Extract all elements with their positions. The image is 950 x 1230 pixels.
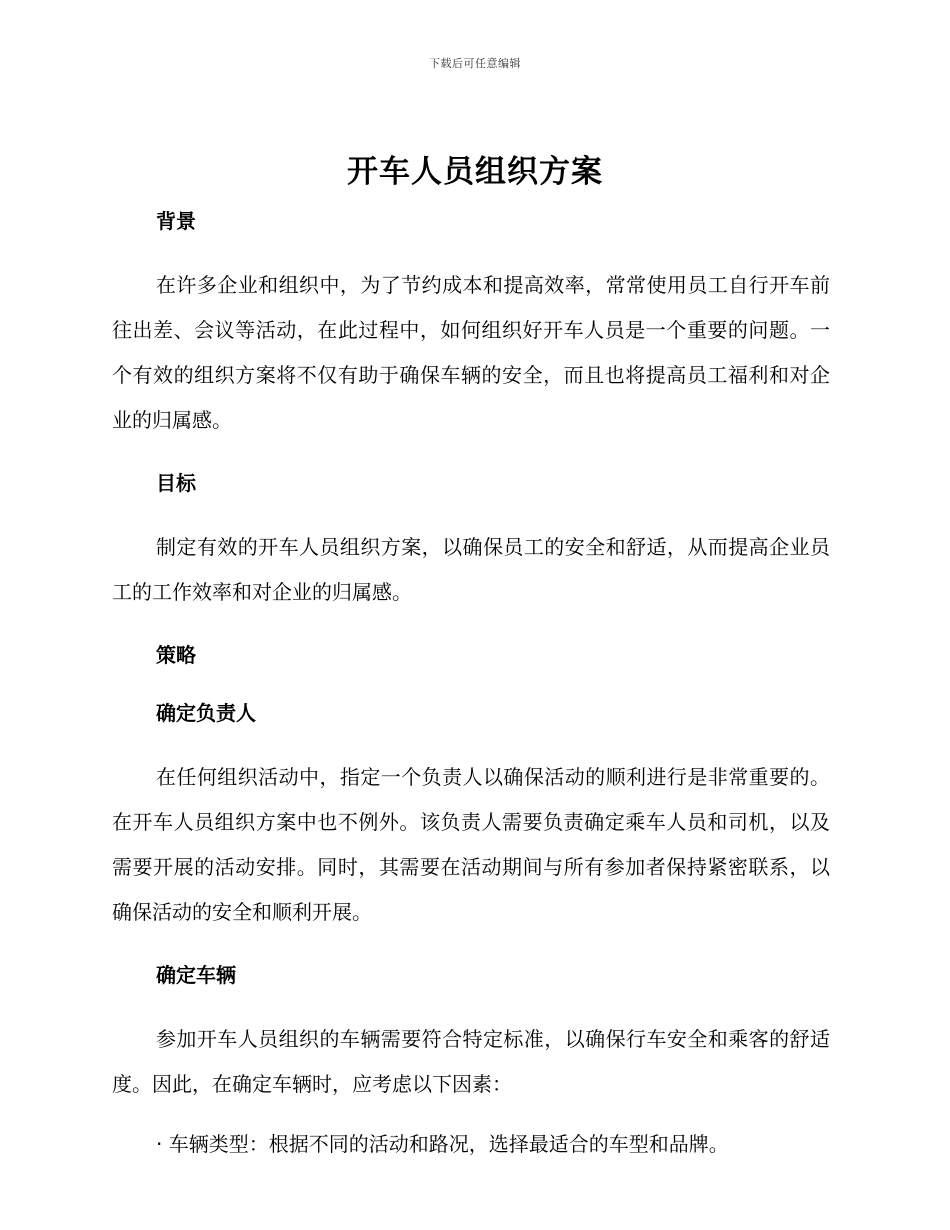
paragraph-background: 在许多企业和组织中，为了节约成本和提高效率，常常使用员工自行开车前往出差、会议等活动，在此过程中，如何组织好开车人员是一个重要的问题。一个有效的组织方案将不仅有助于确保车辆的安全，而且也将提高员工福利和对企业的归属感。 bbox=[112, 273, 830, 432]
section-heading-goal: 目标 bbox=[156, 471, 196, 495]
list-item-vehicle-type: · 车辆类型：根据不同的活动和路况，选择最适合的车型和品牌。 bbox=[156, 1132, 729, 1156]
page-header: 下载后可任意编辑 bbox=[429, 57, 521, 70]
section-heading-strategy: 策略 bbox=[156, 643, 196, 667]
section-heading-vehicle: 确定车辆 bbox=[156, 963, 236, 987]
paragraph-responsible-person: 在任何组织活动中，指定一个负责人以确保活动的顺利进行是非常重要的。在开车人员组织方案中也不例外。该负责人需要负责确定乘车人员和司机，以及需要开展的活动安排。同时，其需要在活动期间与所有参加者保持紧密联系，以确保活动的安全和顺利开展。 bbox=[112, 765, 830, 924]
section-heading-responsible-person: 确定负责人 bbox=[156, 701, 256, 725]
paragraph-goal: 制定有效的开车人员组织方案，以确保员工的安全和舒适，从而提高企业员工的工作效率和对企业的归属感。 bbox=[112, 535, 830, 604]
section-heading-background: 背景 bbox=[156, 209, 196, 233]
document-title: 开车人员组织方案 bbox=[347, 154, 603, 190]
paragraph-vehicle: 参加开车人员组织的车辆需要符合特定标准，以确保行车安全和乘客的舒适度。因此，在确定车辆时，应考虑以下因素： bbox=[112, 1027, 830, 1096]
document-body bbox=[112, 205, 830, 1167]
